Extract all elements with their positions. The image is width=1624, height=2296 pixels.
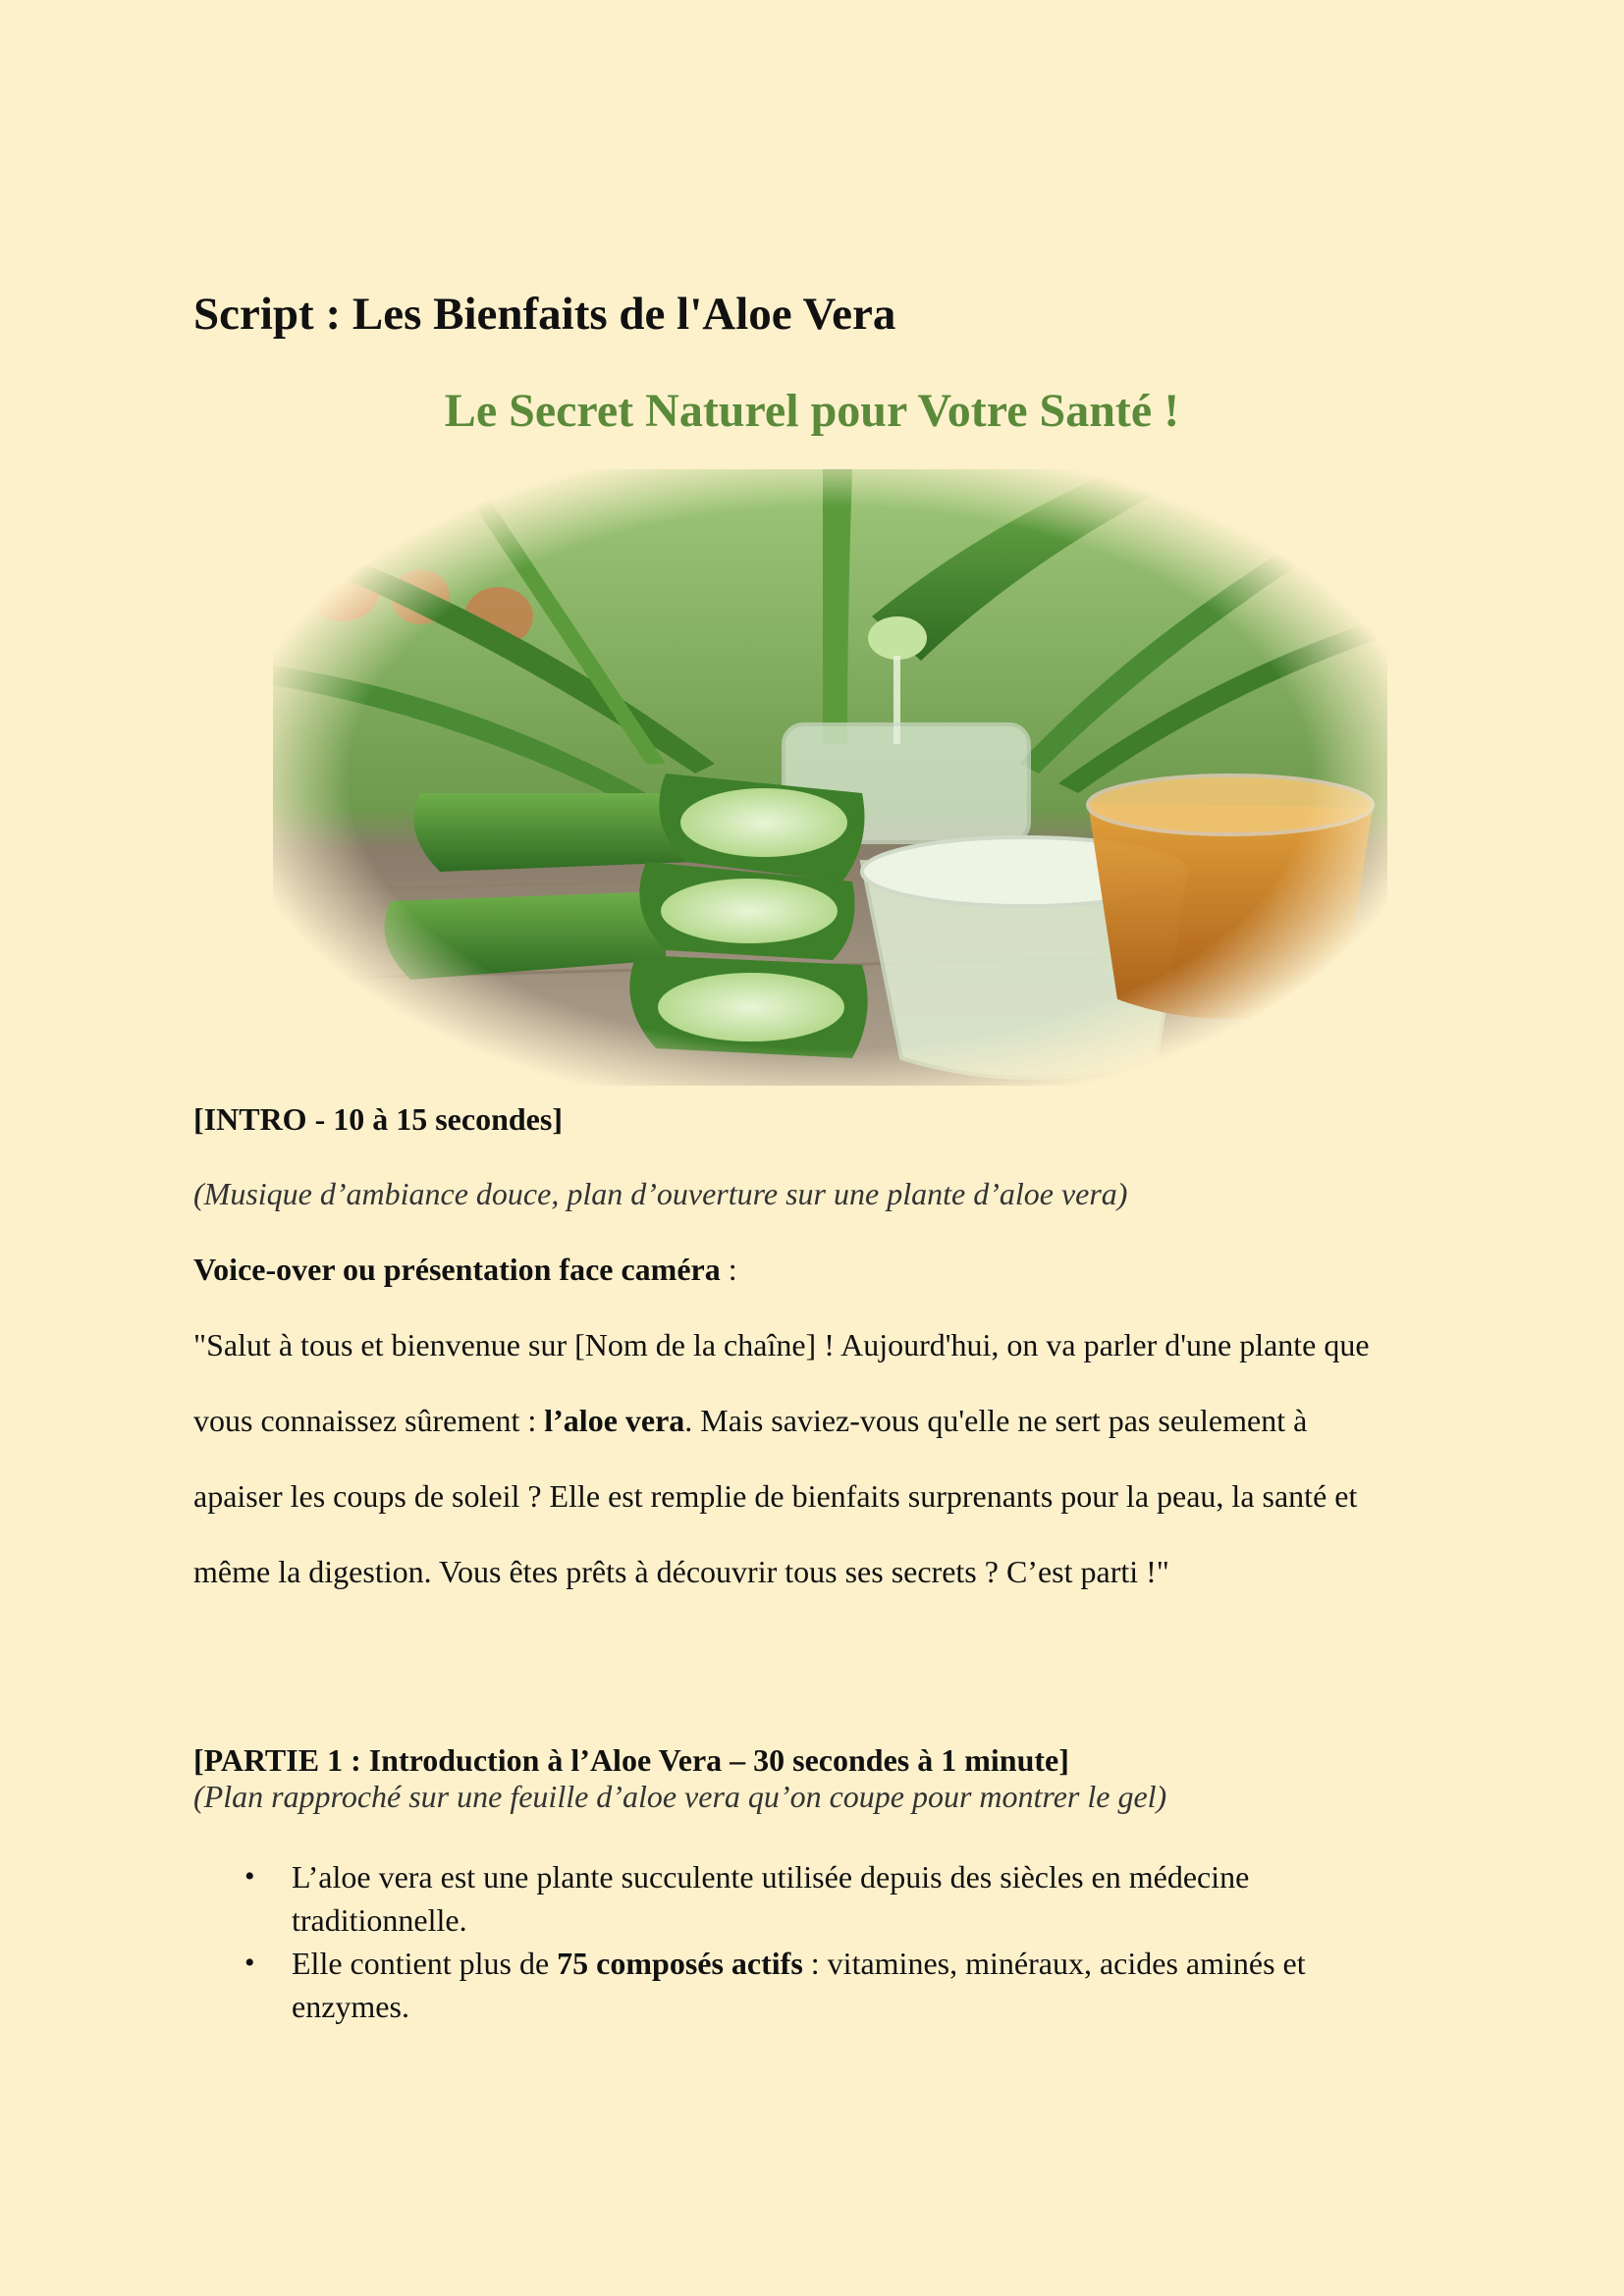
bullet-2-end: : vitamines, minéraux, acides aminés et	[802, 1946, 1306, 1981]
intro-paragraph-line-2	[193, 1402, 1307, 1439]
intro-paragraph-line-4: même la digestion. Vous êtes prêts à découvrir tous ses secrets ? C’est parti !"	[193, 1554, 1169, 1589]
page-subtitle: Le Secret Naturel pour Votre Santé !	[444, 385, 1180, 437]
aloe-vera-photo	[273, 469, 1387, 1086]
bullet-1-line-1: L’aloe vera est une plante succulente utilisée depuis des siècles en médecine	[292, 1859, 1250, 1895]
partie1-bullet-list	[193, 1855, 1431, 2028]
intro-heading: [INTRO - 10 à 15 secondes]	[193, 1101, 563, 1137]
voice-over-line	[193, 1251, 737, 1288]
partie1-stage-direction: (Plan rapproché sur une feuille d’aloe vera qu’on coupe pour montrer le gel)	[193, 1779, 1167, 1814]
bullet-marker: •	[244, 1860, 255, 1893]
partie1-heading: [PARTIE 1 : Introduction à l’Aloe Vera – 30 secondes à 1 minute]	[193, 1742, 1069, 1778]
voice-over-label: Voice-over ou présentation face caméra	[193, 1252, 721, 1287]
bullet-2-line-2: enzymes.	[292, 1989, 409, 2024]
intro-paragraph-line-3: apaiser les coups de soleil ? Elle est remplie de bienfaits surprenants pour la peau, la santé et	[193, 1478, 1358, 1514]
aloe-vera-illustration	[273, 469, 1387, 1086]
bullet-2-start: Elle contient plus de	[292, 1946, 558, 1981]
bullet-marker: •	[244, 1947, 255, 1979]
intro-paragraph-line-1: "Salut à tous et bienvenue sur [Nom de la chaîne] ! Aujourd'hui, on va parler d'une plante que	[193, 1327, 1370, 1362]
page-title: Script : Les Bienfaits de l'Aloe Vera	[193, 289, 896, 340]
voice-over-colon: :	[720, 1252, 737, 1287]
intro-line2-end: . Mais saviez-vous qu'elle ne sert pas seulement à	[684, 1403, 1308, 1438]
intro-line2-bold: l’aloe vera	[544, 1403, 685, 1438]
bullet-1-line-2: traditionnelle.	[292, 1902, 467, 1938]
intro-line2-start: vous connaissez sûrement :	[193, 1403, 545, 1438]
list-item	[193, 1855, 1431, 1942]
bullet-2-bold: 75 composés actifs	[557, 1946, 803, 1981]
intro-stage-direction: (Musique d’ambiance douce, plan d’ouverture sur une plante d’aloe vera)	[193, 1176, 1128, 1211]
list-item	[193, 1942, 1431, 2028]
